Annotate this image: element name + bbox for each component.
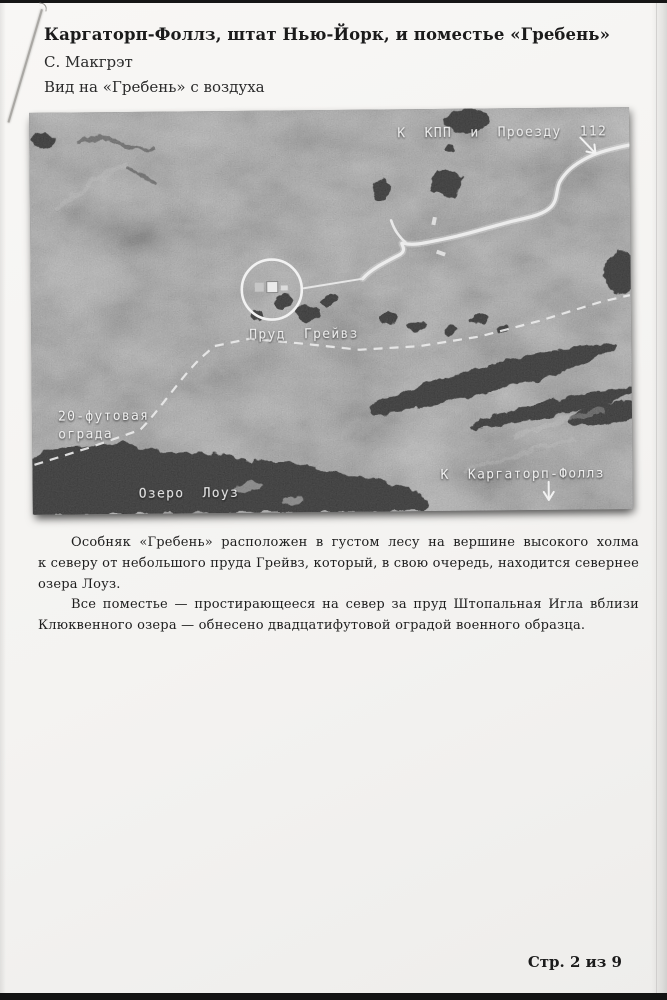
bottom-edge-strip xyxy=(0,993,667,1000)
body-line: озера Лоуз. xyxy=(38,576,121,592)
left-edge-shadow xyxy=(0,3,6,993)
right-edge-shadow xyxy=(651,3,667,993)
pond-label: Пруд Грейвз xyxy=(249,326,359,343)
body-line: к северу от небольшого пруда Грейвз, который, в свою очередь, находится севернее xyxy=(38,555,639,571)
author-line: С. Макгрэт xyxy=(44,53,133,71)
fence-label-line1: 20-футовая xyxy=(57,408,150,425)
top-edge-strip xyxy=(0,0,667,3)
body-line: Все поместье — простирающееся на север за пруд Штопальная Игла вблизи xyxy=(71,597,639,613)
aerial-map-svg xyxy=(29,107,633,515)
body-line: Особняк «Гребень» расположен в густом лесу на вершине высокого холма xyxy=(71,535,639,550)
photo-caption: Вид на «Гребень» с воздуха xyxy=(44,78,265,96)
town-label: К Каргаторп-Фоллз xyxy=(440,466,605,483)
route-label: К КПП и Проезду 112 xyxy=(397,124,608,142)
aerial-photo xyxy=(29,107,633,515)
page-title: Каргаторп-Фоллз, штат Нью-Йорк, и поместье «Гребень» xyxy=(44,25,611,44)
paper-crease-curl xyxy=(38,2,47,11)
lake-label: Озеро Лоуз xyxy=(138,485,240,502)
body-text xyxy=(38,533,639,637)
paper-crease-line xyxy=(7,9,42,123)
body-line: Клюквенного озера — обнесено двадцатифутовой оградой военного образца. xyxy=(38,618,586,634)
film-grain xyxy=(29,107,633,515)
fence-label-line2: ограда xyxy=(58,427,114,443)
right-edge-line xyxy=(656,3,657,993)
page-number: Стр. 2 из 9 xyxy=(527,953,622,971)
